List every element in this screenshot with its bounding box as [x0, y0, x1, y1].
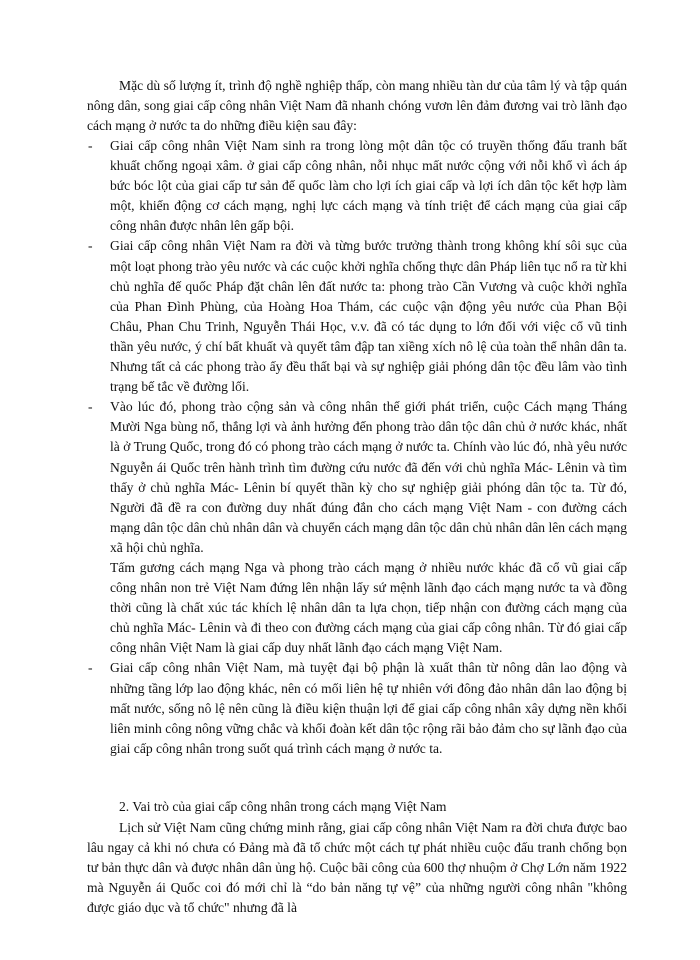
section-heading: 2. Vai trò của giai cấp công nhân trong cách mạng Việt Nam: [119, 799, 447, 814]
bullet-dash: -: [88, 660, 93, 676]
list-item-text: Giai cấp công nhân Việt Nam, mà tuyệt đại bộ phận là xuất thân từ nông dân lao động và những tầng lớp lao động khác, nên có mối liên hệ tự nhiên với đông đảo nhân dân lao động bị mất nước, sống nô lệ nên cũng là điều kiện thuận lợi để giai cấp công nhân xây dựng nền khối liên minh công nông vững chắc và khối đoàn kết dân tộc rộng rãi bảo đảm cho sự lãnh đạo của giai cấp công nhân trong suốt quá trình cách mạng ở nước ta.: [110, 660, 627, 756]
list-item: [88, 236, 627, 397]
list-item: [88, 658, 627, 758]
closing-paragraph: Lịch sử Việt Nam cũng chứng minh rằng, giai cấp công nhân Việt Nam ra đời chưa được bao lâu ngay cả khi nó chưa có Đảng mà đã tổ chức một cách tự phát nhiều cuộc đấu tranh chống bọn tư bản thực dân và được nhân dân ủng hộ. Cuộc bãi công của 600 thợ nhuộm ở Chợ Lớn năm 1922 mà Nguyễn ái Quốc coi đó mới chỉ là “do bản năng tự vệ” của những người công nhân "không được giáo dục và tổ chức" nhưng đã là: [87, 820, 627, 916]
list-item-text: Giai cấp công nhân Việt Nam ra đời và từng bước trưởng thành trong không khí sôi sục của một loạt phong trào yêu nước và các cuộc khởi nghĩa chống thực dân Pháp liên tục nổ ra từ khi chủ nghĩa đế quốc Pháp đặt chân lên đất nước ta: phong trào Cần Vương và cuộc khởi nghĩa của Phan Đình Phùng, của Hoàng Hoa Thám, các cuộc vận động yêu nước của Phan Bội Châu, Phan Chu Trinh, Nguyễn Thái Học, v.v. đã có tác dụng to lớn đối với việc cổ vũ tinh thần yêu nước, ý chí bất khuất và quyết tâm đập tan xiềng xích nô lệ của toàn thể nhân dân ta. Nhưng tất cả các phong trào ấy đều thất bại và sự nghiệp giải phóng dân tộc đều lâm vào tình trạng bế tắc về đường lối.: [110, 238, 627, 395]
bullet-dash: -: [88, 399, 93, 415]
list-item: [88, 397, 627, 658]
bullet-dash: -: [88, 138, 93, 153]
list-item-text: Giai cấp công nhân Việt Nam sinh ra trong lòng một dân tộc có truyền thống đấu tranh bất khuất chống ngoại xâm. ở giai cấp công nhân, nỗi nhục mất nước cộng với nỗi khổ vì ách áp bức bóc lột của giai cấp tư sản đế quốc làm cho lợi ích giai cấp và lợi ích dân tộc kết hợp làm một, khiến động cơ cách mạng, nghị lực cách mạng và tính triệt để cách mạng của giai cấp công nhân được nhân lên gấp bội.: [110, 138, 627, 234]
conditions-list: [88, 136, 627, 759]
list-item-continuation: Tấm gương cách mạng Nga và phong trào cách mạng ở nhiều nước khác đã cổ vũ giai cấp công nhân non trẻ Việt Nam đứng lên nhận lấy sứ mệnh lãnh đạo cách mạng nước ta và đồng thời cũng là chất xúc tác khích lệ nhân dân ta lựa chọn, tiếp nhận con đường cách mạng của chủ nghĩa Mác- Lênin và đi theo con đường cách mạng của giai cấp công nhân. Từ đó giai cấp công nhân Việt Nam là giai cấp duy nhất lãnh đạo cách mạng Việt Nam.: [110, 559, 627, 656]
list-item: [88, 136, 627, 236]
bullet-dash: -: [88, 238, 93, 254]
list-item-text: Vào lúc đó, phong trào cộng sản và công nhân thế giới phát triển, cuộc Cách mạng Tháng Mười Nga bùng nổ, thắng lợi và ảnh hưởng đến phong trào dân tộc dân chủ ở nước khác, nhất là ở Trung Quốc, trong đó có phong trào cách mạng ở nước ta. Chính vào lúc đó, nhà yêu nước Nguyễn ái Quốc trên hành trình tìm đường cứu nước đã đến với chủ nghĩa Mác- Lênin và tìm thấy ở chủ nghĩa Mác- Lênin bí quyết thần kỳ cho sự nghiệp giải phóng dân tộc ta. Từ đó, Người đã đề ra con đường duy nhất đúng đắn cho cách mạng Việt Nam - con đường cách mạng dân tộc dân chủ nhân dân và chuyển cách mạng dân tộc dân chủ nhân dân lên cách mạng xã hội chủ nghĩa.: [110, 399, 627, 555]
intro-paragraph: Mặc dù số lượng ít, trình độ nghề nghiệp thấp, còn mang nhiều tàn dư của tâm lý và tập quán nông dân, song giai cấp công nhân Việt Nam đã nhanh chóng vươn lên đảm đương vai trò lãnh đạo cách mạng ở nước ta do những điều kiện sau đây:: [87, 78, 627, 134]
